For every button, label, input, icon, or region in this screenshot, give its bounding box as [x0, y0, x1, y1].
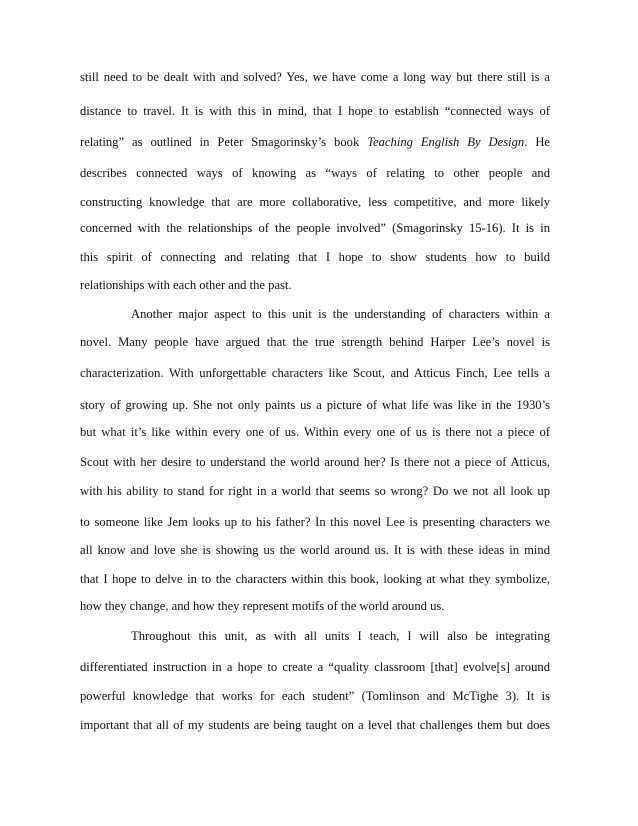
text-line: constructing knowledge that are more collaborative, less competitive, and more likely	[80, 195, 550, 209]
text-line: novel. Many people have argued that the true strength behind Harper Lee’s novel is	[80, 335, 550, 349]
text-line: but what it’s like within every one of us. Within every one of us is there not a piece of	[80, 425, 550, 439]
text-run: . He	[524, 135, 551, 149]
paragraph-first-line: Another major aspect to this unit is the understanding of characters within a	[131, 307, 550, 321]
book-title: Teaching English By Design	[367, 135, 525, 149]
text-line: differentiated instruction in a hope to create a “quality classroom [that] evolve[s] around	[80, 660, 550, 674]
text-line: distance to travel. It is with this in mind, that I hope to establish “connected ways of	[80, 104, 550, 118]
text-line: characterization. With unforgettable characters like Scout, and Atticus Finch, Lee tells a	[80, 366, 550, 380]
text-line: concerned with the relationships of the people involved” (Smagorinsky 15-16). It is in	[80, 221, 550, 235]
text-line: this spirit of connecting and relating that I hope to show students how to build	[80, 250, 550, 264]
text-line	[80, 134, 550, 150]
text-line: that I hope to delve in to the characters within this book, looking at what they symbolize,	[80, 572, 550, 586]
text-line: powerful knowledge that works for each student” (Tomlinson and McTighe 3). It is	[80, 689, 550, 703]
paragraph-first-line: Throughout this unit, as with all units I teach, I will also be integrating	[131, 629, 550, 643]
text-line: important that all of my students are being taught on a level that challenges them but does	[80, 718, 550, 732]
text-line: story of growing up. She not only paints us a picture of what life was like in the 1930’s	[80, 398, 550, 412]
text-line: all know and love she is showing us the world around us. It is with these ideas in mind	[80, 543, 550, 557]
text-line: relationships with each other and the past.	[80, 278, 292, 292]
text-run: relating” as outlined in Peter Smagorinsky’s book	[80, 135, 368, 149]
text-line: describes connected ways of knowing as “ways of relating to other people and	[80, 166, 550, 180]
text-line: to someone like Jem looks up to his father? In this novel Lee is presenting characters we	[80, 515, 550, 529]
text-line: Scout with her desire to understand the world around her? Is there not a piece of Atticus,	[80, 455, 550, 469]
text-line: still need to be dealt with and solved? Yes, we have come a long way but there still is a	[80, 70, 550, 84]
text-line: with his ability to stand for right in a world that seems so wrong? Do we not all look up	[80, 484, 550, 498]
text-line: how they change, and how they represent motifs of the world around us.	[80, 599, 445, 613]
